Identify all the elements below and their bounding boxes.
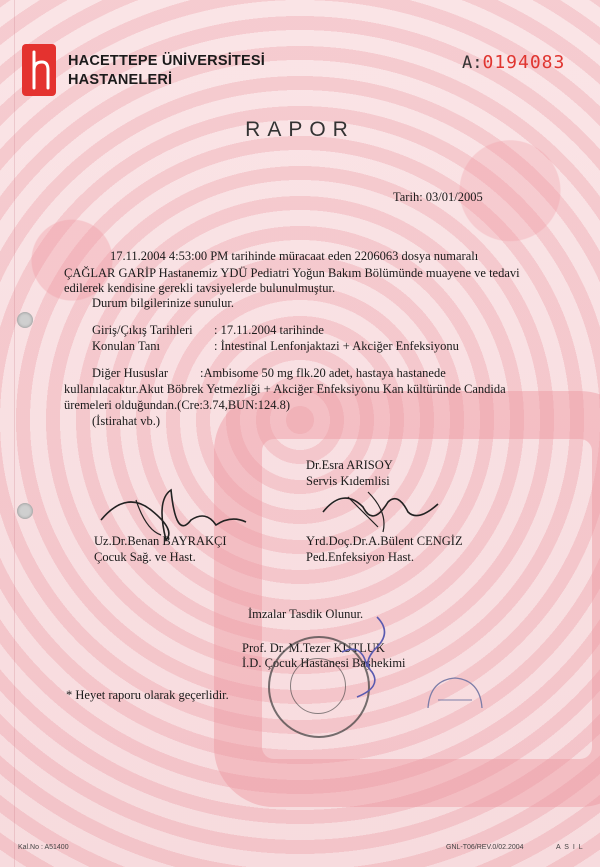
admission-value: : 17.11.2004 tarihinde xyxy=(214,323,324,337)
punch-hole-bottom xyxy=(17,503,33,519)
serial-value: 0194083 xyxy=(482,52,566,73)
footer-form-code: GNL-T06/REV.0/02.2004 xyxy=(446,844,524,851)
body-line-3: edilerek kendisine gerekli tavsiyelerde bulunulmuştur. xyxy=(64,281,336,295)
report-date: Tarih: 03/01/2005 xyxy=(393,190,483,204)
punch-hole-top xyxy=(17,312,33,328)
right-signer-title: Ped.Enfeksiyon Hast. xyxy=(306,550,414,564)
serial-number xyxy=(462,52,565,73)
secondary-stamp-icon xyxy=(420,670,490,714)
footer-left: Kal.No : A51400 xyxy=(18,844,69,851)
chief-title: Servis Kıdemlisi xyxy=(306,474,390,488)
diagnosis-value: : İntestinal Lenfonjaktazi + Akciğer Enfeksiyonu xyxy=(214,339,459,353)
body-line-2: ÇAĞLAR GARİP Hastanemiz YDÜ Pediatri Yoğun Bakım Bölümünde muayene ve tedavi xyxy=(64,266,520,280)
chief-name: Dr.Esra ARISOY xyxy=(306,458,393,472)
body-line-4: Durum bilgilerinize sunulur. xyxy=(92,296,234,310)
left-signer-title: Çocuk Sağ. ve Hast. xyxy=(94,550,196,564)
head-physician-name: Prof. Dr. M.Tezer KUTLUK xyxy=(242,641,385,655)
approval-text: İmzalar Tasdik Olunur. xyxy=(248,607,364,621)
body-line-1: 17.11.2004 4:53:00 PM tarihinde müracaat eden 2206063 dosya numaralı xyxy=(110,249,479,263)
other-label: Diğer Hususlar xyxy=(92,366,169,380)
validity-note: * Heyet raporu olarak geçerlidir. xyxy=(66,688,229,702)
hacettepe-logo-icon xyxy=(22,44,56,96)
serial-prefix: A: xyxy=(462,53,483,73)
watermark-h-logo xyxy=(214,391,600,807)
left-signer-name: Uz.Dr.Benan BAYRAKÇI xyxy=(94,534,227,548)
other-line-2: kullanılacaktır.Akut Böbrek Yetmezliği + Akciğer Enfeksiyonu Kan kültüründe Candida xyxy=(64,382,506,396)
rest-note: (İstirahat vb.) xyxy=(92,414,161,428)
other-value: :Ambisome 50 mg flk.20 adet, hastaya hastanede xyxy=(200,366,446,380)
admission-label: Giriş/Çıkış Tarihleri xyxy=(92,323,193,337)
institution-line-2: HASTANELERİ xyxy=(68,72,173,88)
institution-name xyxy=(68,52,265,90)
institution-line-1: HACETTEPE ÜNİVERSİTESİ xyxy=(68,53,265,69)
other-line-3: üremeleri olduğundan.(Cre:3.74,BUN:124.8) xyxy=(64,398,290,412)
right-signer-name: Yrd.Doç.Dr.A.Bülent CENGİZ xyxy=(306,534,463,548)
diagnosis-label: Konulan Tanı xyxy=(92,339,160,353)
head-physician-title: İ.D. Çocuk Hastanesi Başhekimi xyxy=(242,656,406,670)
right-signature-icon xyxy=(318,482,448,542)
head-signature-icon xyxy=(322,612,392,702)
document-title: RAPOR xyxy=(245,118,355,141)
footer-copy-mark: A S I L xyxy=(556,844,584,851)
